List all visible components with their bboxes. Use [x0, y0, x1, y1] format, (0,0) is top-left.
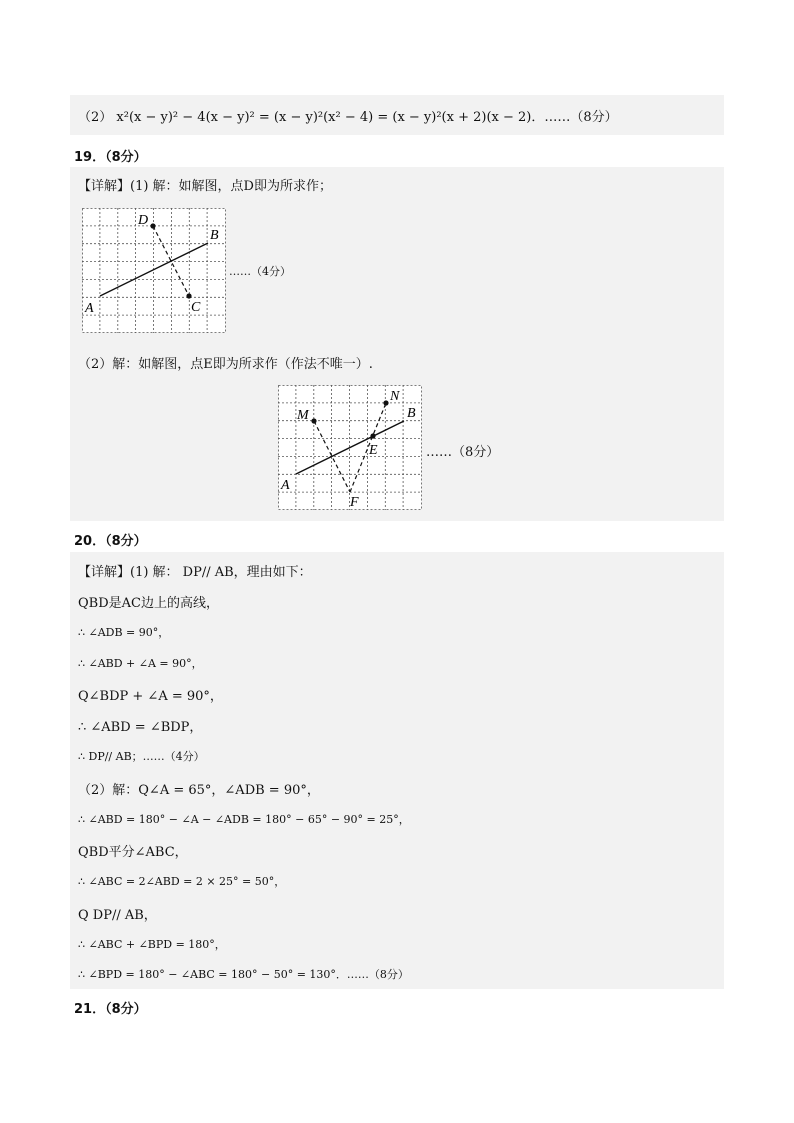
label-b-2: B: [407, 406, 416, 421]
q19-figure-1: [82, 208, 227, 335]
q20-heading: 20．（8分）: [74, 534, 147, 549]
point-m: [311, 418, 316, 423]
q19-heading: 19．（8分）: [74, 150, 147, 165]
q20-line-4: ∴ ∠ABD + ∠A = 90°，: [78, 657, 203, 670]
label-e: E: [369, 443, 378, 458]
q20-line-5: Q∠BDP + ∠A = 90°，: [78, 689, 223, 704]
q19-figure-2: [278, 385, 424, 512]
point-n: [383, 400, 388, 405]
label-d: D: [138, 213, 149, 228]
q20-line-8: （2）解：Q∠A = 65°，∠ADB = 90°，: [78, 783, 320, 798]
q20-answer-block: [70, 552, 724, 989]
q20-line-13: ∴ ∠ABC + ∠BPD = 180°，: [78, 938, 226, 951]
point-c: [186, 293, 191, 298]
label-a-2: A: [281, 478, 290, 493]
q20-line-2: QBD是AC边上的高线，: [78, 596, 219, 611]
point-e: [370, 433, 375, 438]
label-a: A: [85, 301, 94, 316]
point-d: [150, 223, 155, 228]
label-m: M: [297, 408, 309, 423]
q20-line-6: ∴ ∠ABD = ∠BDP，: [78, 720, 203, 735]
q20-line-3: ∴ ∠ADB = 90°，: [78, 626, 170, 639]
q18-part2-line: （2） x²(x − y)² − 4(x − y)² = (x − y)²(x² − 4) = (x − y)²(x + 2)(x − 2)．……（8分）: [78, 110, 618, 125]
q19-part1-line: 【详解】(1) 解：如解图，点D即为所求作；: [78, 179, 332, 194]
label-f: F: [350, 495, 359, 510]
q19-part1-score: ……（4分）: [229, 265, 291, 278]
label-n: N: [390, 389, 400, 404]
q20-line-1: 【详解】(1) 解： DP// AB，理由如下：: [78, 565, 312, 580]
q20-line-9: ∴ ∠ABD = 180° − ∠A − ∠ADB = 180° − 65° − 90° = 25°，: [78, 813, 410, 826]
q20-line-12: Q DP// AB，: [78, 908, 157, 923]
label-c: C: [191, 300, 201, 315]
q19-part2-score: ……（8分）: [426, 445, 500, 460]
q20-line-14: ∴ ∠BPD = 180° − ∠ABC = 180° − 50° = 130°．……（8分）: [78, 968, 409, 981]
q20-line-10: QBD平分∠ABC，: [78, 845, 188, 860]
q21-heading: 21．（8分）: [74, 1002, 147, 1017]
label-b: B: [210, 228, 219, 243]
q20-line-7: ∴ DP// AB；……（4分）: [78, 750, 205, 763]
q20-line-11: ∴ ∠ABC = 2∠ABD = 2 × 25° = 50°，: [78, 875, 286, 888]
q19-part2-line: （2）解：如解图，点E即为所求作（作法不唯一）.: [78, 357, 373, 372]
